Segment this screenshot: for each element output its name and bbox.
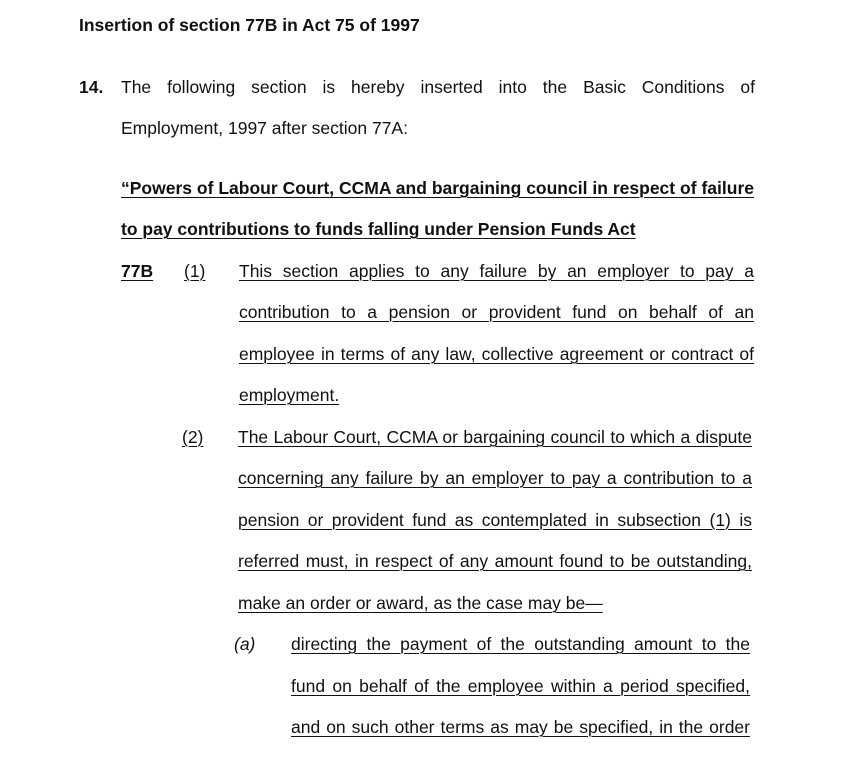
section-title-line-2: to pay contributions to funds falling under Pension Funds Act [121,219,636,239]
paragraph-a-label: (a) [234,634,256,654]
section-number: 77B [121,261,154,281]
subsection-1-label: (1) [184,261,206,281]
subsection-2-label: (2) [182,427,204,447]
section-insertion-heading: Insertion of section 77B in Act 75 of 1997 [79,15,420,35]
subsection-1-line-4: employment. [239,385,340,405]
paragraph-a-line-2: fund on behalf of the employee within a period specified, [291,676,750,696]
subsection-2-line-4: referred must, in respect of any amount found to be outstanding, [238,551,752,571]
clause-text-line-2: Employment, 1997 after section 77A: [121,118,408,138]
subsection-1-line-2: contribution to a pension or provident fund on behalf of an [239,302,754,322]
subsection-2-line-1: The Labour Court, CCMA or bargaining council to which a dispute [238,427,752,447]
section-title-line-1: “Powers of Labour Court, CCMA and bargaining council in respect of failure [121,178,754,198]
subsection-2-line-5: make an order or award, as the case may be— [238,593,603,613]
subsection-1-line-1: This section applies to any failure by an employer to pay a [239,261,754,281]
subsection-2-line-2: concerning any failure by an employer to pay a contribution to a [238,468,752,488]
clause-text-line-1: The following section is hereby inserted into the Basic Conditions of [121,77,755,97]
subsection-1-line-3: employee in terms of any law, collective agreement or contract of [239,344,754,364]
paragraph-a-line-3: and on such other terms as may be specified, in the order [291,717,750,737]
clause-number: 14. [79,77,104,97]
paragraph-a-line-1: directing the payment of the outstanding amount to the [291,634,750,654]
subsection-2-line-3: pension or provident fund as contemplated in subsection (1) is [238,510,752,530]
